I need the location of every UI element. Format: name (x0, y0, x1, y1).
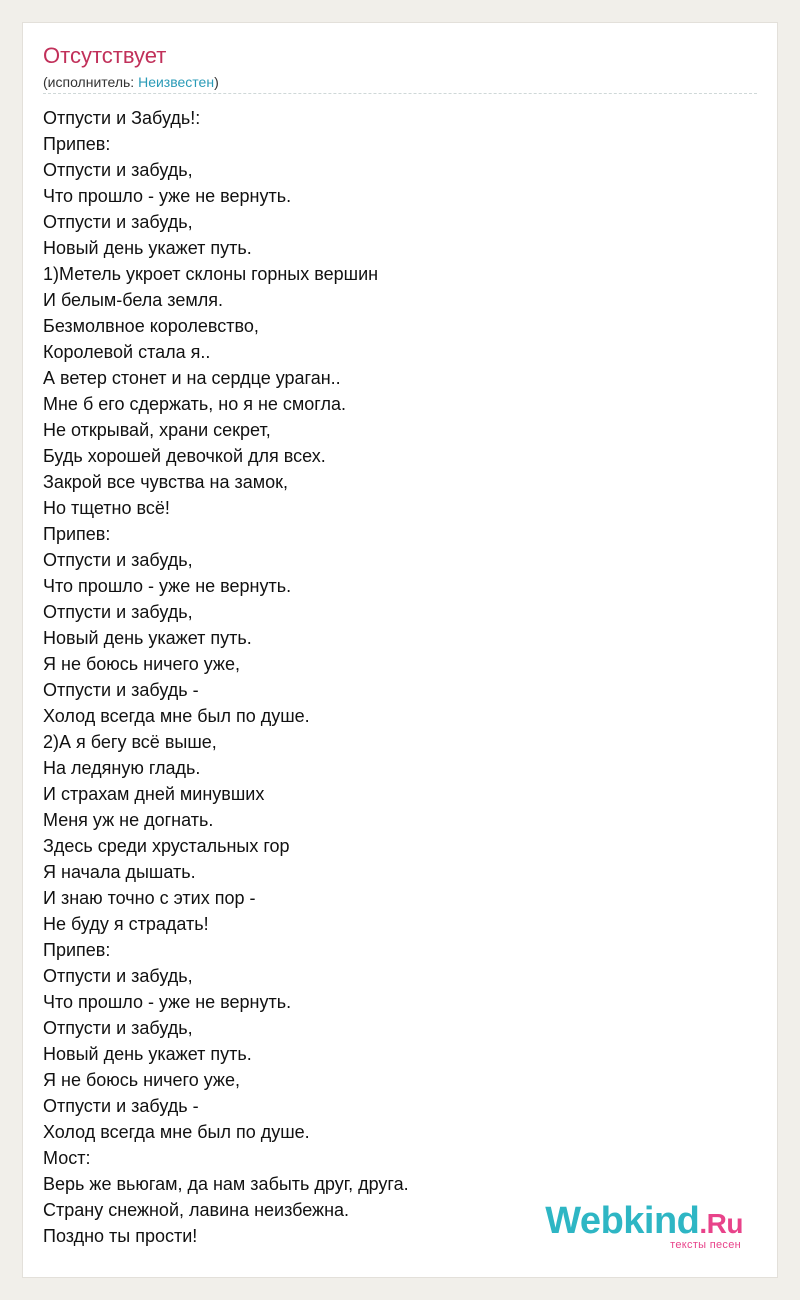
lyric-line: Что прошло - уже не вернуть. (43, 992, 292, 1012)
logo-main-text: Webkind (545, 1200, 700, 1242)
lyric-line: Я начала дышать. (43, 862, 196, 882)
lyric-line: И страхам дней минувших (43, 784, 265, 804)
lyric-line: Холод всегда мне был по душе. (43, 1122, 310, 1142)
lyric-line: 2)А я бегу всё выше, (43, 732, 217, 752)
lyric-line: Не буду я страдать! (43, 914, 209, 934)
lyric-line: Что прошло - уже не вернуть. (43, 576, 292, 596)
lyric-line: Отпусти и Забудь!: (43, 108, 201, 128)
lyrics-card (22, 22, 778, 1278)
song-title: Отсутствует (43, 43, 167, 68)
lyric-line: Меня уж не догнать. (43, 810, 214, 830)
lyric-line: И белым-бела земля. (43, 290, 223, 310)
lyric-line: И знаю точно с этих пор - (43, 888, 256, 908)
lyric-line: Я не боюсь ничего уже, (43, 654, 240, 674)
lyric-line: Припев: (43, 524, 111, 544)
lyric-line: Припев: (43, 134, 111, 154)
divider (43, 93, 757, 94)
lyric-line: На ледяную гладь. (43, 758, 201, 778)
lyric-line: 1)Метель укроет склоны горных вершин (43, 264, 379, 284)
artist-link[interactable]: Неизвестен (138, 74, 215, 90)
lyric-line: Мост: (43, 1148, 91, 1168)
lyric-line: Поздно ты прости! (43, 1226, 198, 1246)
lyric-line: Холод всегда мне был по душе. (43, 706, 310, 726)
lyric-line: Что прошло - уже не вернуть. (43, 186, 292, 206)
lyric-line: Отпусти и забудь - (43, 1096, 199, 1116)
lyric-line: Новый день укажет путь. (43, 628, 252, 648)
lyric-line: Новый день укажет путь. (43, 238, 252, 258)
artist-prefix: (исполнитель: (43, 74, 139, 90)
lyric-line: Безмолвное королевство, (43, 316, 259, 336)
artist-suffix: ) (214, 74, 219, 90)
lyric-line: Верь же вьюгам, да нам забыть друг, друга. (43, 1174, 409, 1194)
lyric-line: Отпусти и забудь, (43, 602, 193, 622)
lyric-line: А ветер стонет и на сердце ураган.. (43, 368, 341, 388)
lyric-line: Закрой все чувства на замок, (43, 472, 289, 492)
lyric-line: Отпусти и забудь, (43, 160, 193, 180)
lyric-line: Отпусти и забудь, (43, 212, 193, 232)
lyric-line: Страну снежной, лавина неизбежна. (43, 1200, 350, 1220)
lyric-line: Отпусти и забудь, (43, 550, 193, 570)
lyric-line: Отпусти и забудь, (43, 966, 193, 986)
lyric-line: Новый день укажет путь. (43, 1044, 252, 1064)
lyric-line: Будь хорошей девочкой для всех. (43, 446, 326, 466)
lyric-line: Я не боюсь ничего уже, (43, 1070, 240, 1090)
logo-wordmark (545, 1202, 743, 1243)
site-logo[interactable] (545, 1202, 743, 1251)
lyric-line: Мне б его сдержать, но я не смогла. (43, 394, 346, 414)
lyric-line: Не открывай, храни секрет, (43, 420, 271, 440)
lyrics-list (43, 105, 409, 1249)
lyric-line: Припев: (43, 940, 111, 960)
artist-line (43, 74, 219, 90)
logo-tagline: тексты песен (670, 1239, 741, 1251)
lyric-line: Здесь среди хрустальных гор (43, 836, 290, 856)
lyric-line: Но тщетно всё! (43, 498, 170, 518)
logo-tld: .Ru (699, 1208, 743, 1239)
lyric-line: Королевой стала я.. (43, 342, 211, 362)
lyric-line: Отпусти и забудь - (43, 680, 199, 700)
lyric-line: Отпусти и забудь, (43, 1018, 193, 1038)
